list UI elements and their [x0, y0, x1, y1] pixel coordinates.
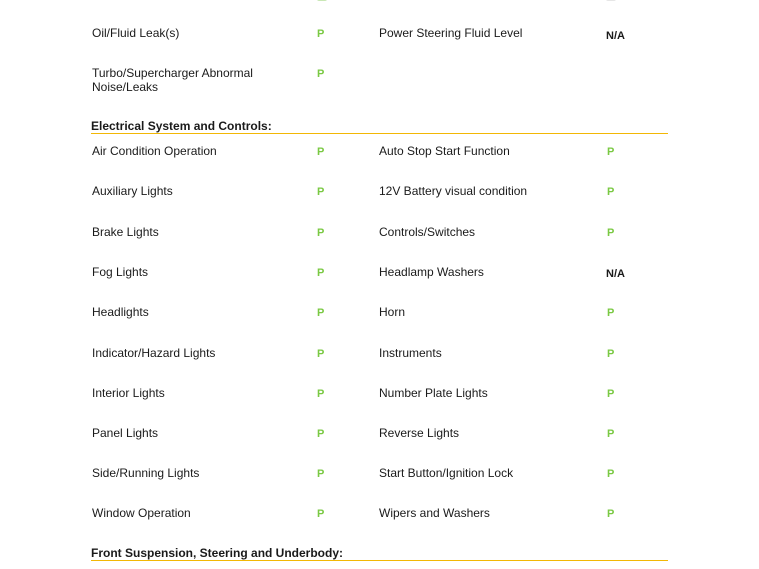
item-label: Controls/Switches	[379, 225, 476, 239]
item-status: P	[607, 146, 615, 158]
item-label: Air Condition Operation	[92, 144, 217, 158]
item-status: P	[607, 348, 615, 360]
item-label: Number Plate Lights	[379, 386, 488, 400]
item-label: Auxiliary Lights	[92, 184, 173, 198]
item-status: P	[317, 28, 325, 40]
item-status: P	[317, 146, 325, 158]
item-status: P	[317, 307, 325, 319]
item-status: P	[317, 348, 325, 360]
item-label: Wipers and Washers	[379, 506, 490, 520]
item-status: P	[317, 508, 325, 520]
item-status: P	[317, 68, 325, 80]
item-status: P	[607, 186, 615, 198]
item-status: P	[607, 508, 615, 520]
item-label: Interior Lights	[92, 386, 165, 400]
item-status: P	[607, 307, 615, 319]
item-label: Instruments	[379, 346, 442, 360]
item-status: N/A	[606, 268, 625, 280]
item-status: P	[317, 388, 325, 400]
item-label: Headlamp Washers	[379, 265, 484, 279]
item-label: Indicator/Hazard Lights	[92, 346, 216, 360]
item-status: P	[607, 388, 615, 400]
item-status: P	[317, 267, 325, 279]
item-status: P	[317, 468, 325, 480]
section-divider	[91, 560, 668, 561]
item-label: Brake Lights	[92, 225, 159, 239]
item-label: Turbo/Supercharger Abnormal Noise/Leaks	[92, 66, 253, 94]
item-status: P	[317, 186, 325, 198]
item-status: P	[607, 428, 615, 440]
item-label: Horn	[379, 305, 406, 319]
item-status: N/A	[606, 30, 625, 42]
clipped-status-mark	[606, 0, 616, 1]
item-label: Window Operation	[92, 506, 191, 520]
clipped-status-mark	[317, 0, 327, 1]
section-divider	[91, 133, 668, 134]
section-title: Electrical System and Controls:	[91, 119, 272, 133]
section-header-electrical	[91, 119, 668, 133]
section-header-front-suspension	[91, 546, 668, 560]
item-label: Headlights	[92, 305, 149, 319]
item-label: 12V Battery visual condition	[379, 184, 528, 198]
item-status: P	[317, 227, 325, 239]
item-label: Oil/Fluid Leak(s)	[92, 26, 180, 40]
item-label: Start Button/Ignition Lock	[379, 466, 514, 480]
item-label: Reverse Lights	[379, 426, 460, 440]
item-label: Panel Lights	[92, 426, 159, 440]
item-status: P	[607, 227, 615, 239]
item-label: Auto Stop Start Function	[379, 144, 510, 158]
item-label: Power Steering Fluid Level	[379, 26, 523, 40]
section-title: Front Suspension, Steering and Underbody:	[91, 546, 344, 560]
item-label: Side/Running Lights	[92, 466, 200, 480]
item-status: P	[607, 468, 615, 480]
item-label: Fog Lights	[92, 265, 149, 279]
item-status: P	[317, 428, 325, 440]
